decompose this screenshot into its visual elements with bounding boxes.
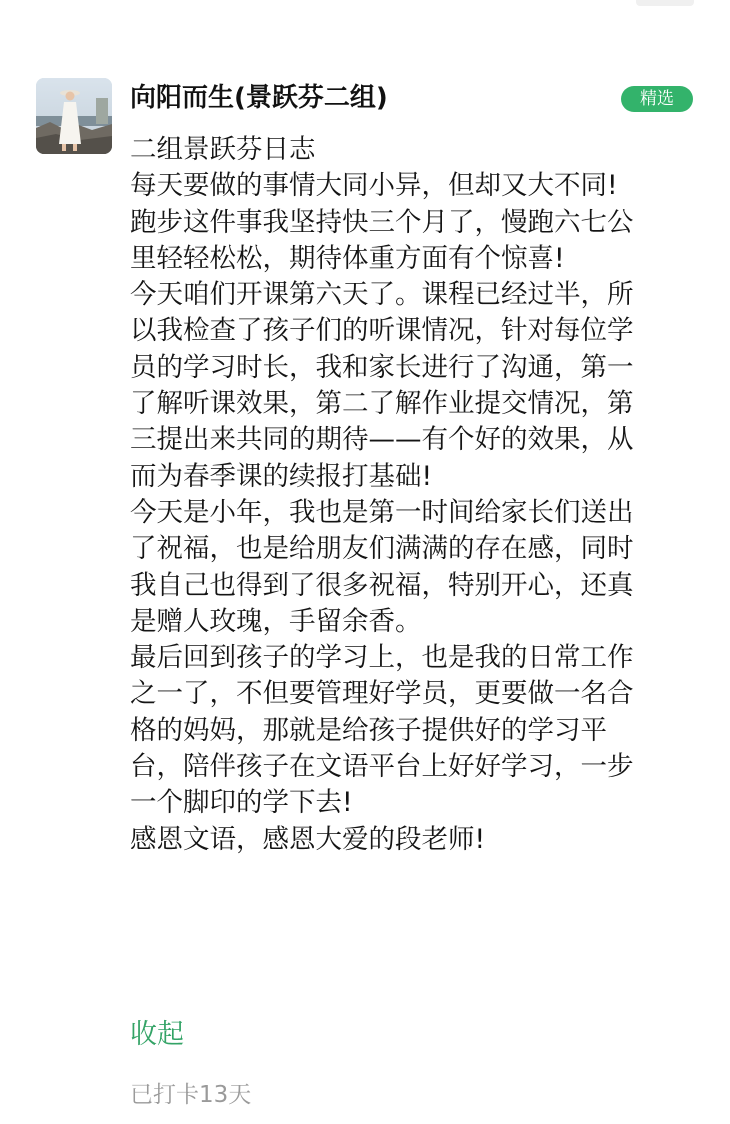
avatar-photo [36, 78, 112, 154]
post-text-line: 了解听课效果，第二了解作业提交情况，第 [130, 388, 634, 420]
featured-badge: 精选 [621, 86, 693, 112]
checkin-status: 已打卡13天 [130, 1082, 252, 1108]
post-text-line: 格的妈妈，那就是给孩子提供好的学习平 [130, 714, 607, 746]
post-text-line: 员的学习时长，我和家长进行了沟通，第一 [130, 351, 634, 383]
post-text-line: 而为春季课的续报打基础! [130, 460, 433, 492]
post-text-line: 三提出来共同的期待——有个好的效果，从 [130, 424, 634, 456]
author-avatar[interactable] [36, 78, 112, 154]
collapse-button[interactable]: 收起 [130, 1019, 184, 1050]
post-text-line: 我自己也得到了很多祝福，特别开心，还真 [130, 569, 634, 601]
post-title: 二组景跃芬日志 [130, 134, 316, 165]
post-body [130, 132, 700, 858]
post-text-line: 跑步这件事我坚持快三个月了，慢跑六七公 [130, 206, 634, 238]
top-edge-fragment [636, 0, 694, 6]
post-text-line: 今天咱们开课第六天了。课程已经过半，所 [130, 279, 634, 311]
post-text-line: 每天要做的事情大同小异，但却又大不同! [130, 170, 618, 202]
post-text-line: 今天是小年，我也是第一时间给家长们送出 [130, 496, 634, 528]
post-text-line: 以我检查了孩子们的听课情况，针对每位学 [130, 315, 634, 347]
post-text-line: 了祝福，也是给朋友们满满的存在感，同时 [130, 533, 634, 565]
post-text-line: 是赠人玫瑰，手留余香。 [130, 605, 422, 637]
post-text-line: 之一了，不但要管理好学员，更要做一名合 [130, 678, 634, 710]
post-text-line: 感恩文语，感恩大爱的段老师! [130, 823, 486, 855]
post-text-line: 一个脚印的学下去! [130, 787, 353, 819]
post-text-line: 台，陪伴孩子在文语平台上好好学习，一步 [130, 751, 634, 783]
post-text-line: 最后回到孩子的学习上，也是我的日常工作 [130, 642, 634, 674]
post-text-line: 里轻轻松松，期待体重方面有个惊喜! [130, 242, 565, 274]
author-name[interactable]: 向阳而生(景跃芬二组) [130, 83, 388, 113]
